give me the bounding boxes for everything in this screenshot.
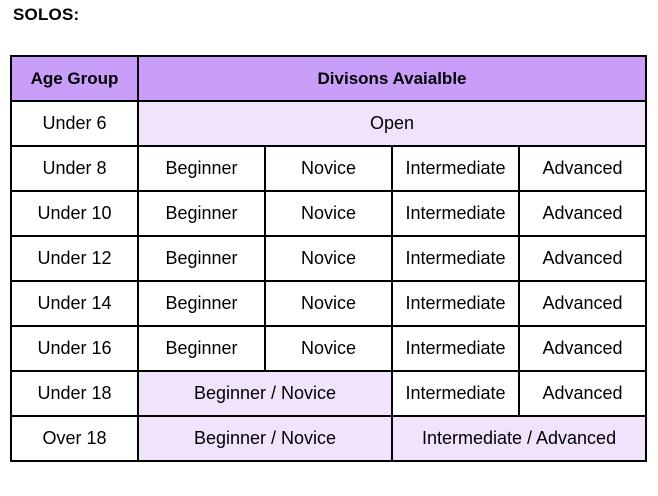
division-cell-advanced: Advanced xyxy=(519,146,646,191)
division-cell-advanced: Advanced xyxy=(519,281,646,326)
table-row xyxy=(11,236,646,281)
division-cell-novice: Novice xyxy=(265,236,392,281)
age-group-cell: Under 16 xyxy=(11,326,138,371)
division-cell-intermediate: Intermediate xyxy=(392,236,519,281)
division-cell-intermediate: Intermediate xyxy=(392,371,519,416)
age-group-cell: Under 10 xyxy=(11,191,138,236)
division-cell-intermediate: Intermediate xyxy=(392,281,519,326)
table-row xyxy=(11,191,646,236)
age-group-cell: Under 12 xyxy=(11,236,138,281)
division-cell-beginner-novice: Beginner / Novice xyxy=(138,371,392,416)
table-row xyxy=(11,146,646,191)
division-cell-intermediate-advanced: Intermediate / Advanced xyxy=(392,416,646,461)
division-cell-intermediate: Intermediate xyxy=(392,146,519,191)
division-cell-novice: Novice xyxy=(265,326,392,371)
header-age-group: Age Group xyxy=(11,56,138,101)
age-group-cell: Under 8 xyxy=(11,146,138,191)
table-row xyxy=(11,281,646,326)
division-cell-intermediate: Intermediate xyxy=(392,191,519,236)
age-group-cell: Under 6 xyxy=(11,101,138,146)
age-group-cell: Under 18 xyxy=(11,371,138,416)
division-cell-novice: Novice xyxy=(265,146,392,191)
age-group-cell: Under 14 xyxy=(11,281,138,326)
division-cell-open: Open xyxy=(138,101,646,146)
division-cell-beginner: Beginner xyxy=(138,236,265,281)
division-cell-intermediate: Intermediate xyxy=(392,326,519,371)
division-cell-novice: Novice xyxy=(265,191,392,236)
division-cell-advanced: Advanced xyxy=(519,191,646,236)
division-cell-advanced: Advanced xyxy=(519,326,646,371)
table-row xyxy=(11,326,646,371)
solos-divisions-table xyxy=(10,55,647,462)
division-cell-beginner: Beginner xyxy=(138,281,265,326)
table-header-row xyxy=(11,56,646,101)
table-row xyxy=(11,101,646,146)
division-cell-beginner-novice: Beginner / Novice xyxy=(138,416,392,461)
division-cell-beginner: Beginner xyxy=(138,191,265,236)
division-cell-beginner: Beginner xyxy=(138,326,265,371)
table-row xyxy=(11,416,646,461)
division-cell-novice: Novice xyxy=(265,281,392,326)
division-cell-beginner: Beginner xyxy=(138,146,265,191)
section-heading: SOLOS: xyxy=(13,5,80,24)
header-divisions-available: Divisons Avaialble xyxy=(138,56,646,101)
table-row xyxy=(11,371,646,416)
division-cell-advanced: Advanced xyxy=(519,371,646,416)
division-cell-advanced: Advanced xyxy=(519,236,646,281)
age-group-cell: Over 18 xyxy=(11,416,138,461)
